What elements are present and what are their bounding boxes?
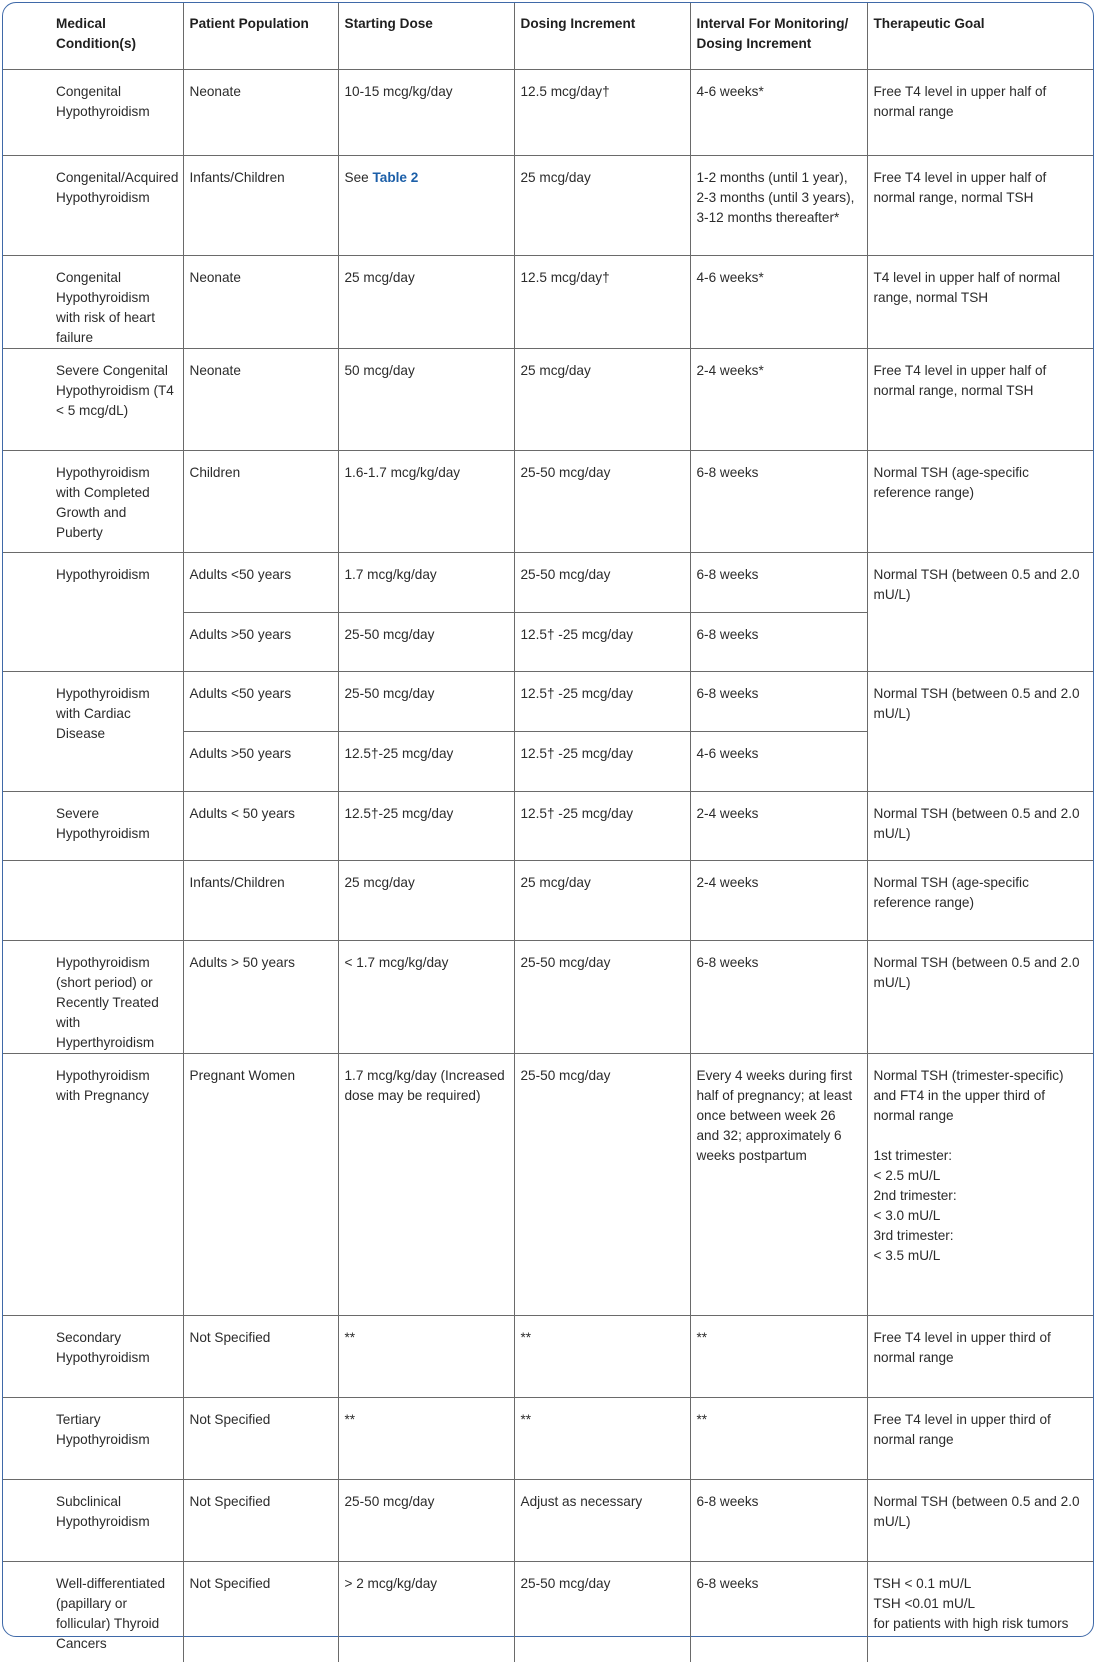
cell-interval: Every 4 weeks during first half of pregnancy; at least once between week 26 and 32; approximately 6 weeks postpartum [690,1053,867,1315]
cell-interval: 6-8 weeks [690,1479,867,1561]
cell-population: Not Specified [183,1479,338,1561]
cell-starting-dose: 12.5†-25 mcg/day [338,791,514,860]
cell-increment: 12.5† -25 mcg/day [514,791,690,860]
table-row [3,1561,1093,1662]
goal-line: for patients with high risk tumors [873,1615,1069,1631]
cell-starting-dose [338,155,514,255]
cell-interval: 6-8 weeks [690,552,867,612]
goal-trimester-2-value: < 3.0 mU/L [873,1207,941,1223]
cell-condition: Subclinical Hypothyroidism [3,1479,183,1561]
table-2-link[interactable]: Table 2 [372,169,419,185]
cell-population: Neonate [183,255,338,348]
cell-population: Not Specified [183,1315,338,1397]
cell-condition: Severe Congenital Hypothyroidism (T4 < 5 mcg/dL) [3,348,183,450]
cell-goal: Free T4 level in upper half of normal range, normal TSH [867,348,1093,450]
table-row [3,1053,1093,1315]
cell-starting-dose: 12.5†-25 mcg/day [338,731,514,791]
cell-condition: Hypothyroidism with Cardiac Disease [3,671,183,791]
cell-increment: 25-50 mcg/day [514,450,690,552]
cell-condition: Tertiary Hypothyroidism [3,1397,183,1479]
cell-increment: 12.5† -25 mcg/day [514,612,690,671]
table-row [3,1315,1093,1397]
cell-population: Adults < 50 years [183,791,338,860]
cell-goal: Normal TSH (between 0.5 and 2.0 mU/L) [867,671,1093,791]
cell-starting-dose: 25-50 mcg/day [338,612,514,671]
cell-increment: 25 mcg/day [514,348,690,450]
dosing-table-frame [2,2,1094,1651]
goal-line: TSH < 0.1 mU/L [873,1575,972,1591]
goal-summary: Normal TSH (trimester-specific) and FT4 in the upper third of normal range [873,1067,1064,1123]
cell-condition: Hypothyroidism with Pregnancy [3,1053,183,1315]
cell-interval: 4-6 weeks* [690,69,867,155]
cell-starting-dose: < 1.7 mcg/kg/day [338,940,514,1053]
cell-starting-dose: 1.6-1.7 mcg/kg/day [338,450,514,552]
goal-trimester-2: 2nd trimester: [873,1187,957,1203]
cell-goal: Free T4 level in upper half of normal range, normal TSH [867,155,1093,255]
table-row [3,940,1093,1053]
goal-trimester-1-value: < 2.5 mU/L [873,1167,941,1183]
cell-population: Adults >50 years [183,612,338,671]
table-row [3,348,1093,450]
cell-population: Not Specified [183,1561,338,1662]
cell-goal: T4 level in upper half of normal range, normal TSH [867,255,1093,348]
cell-condition: Well-differentiated (papillary or follicular) Thyroid Cancers [3,1561,183,1662]
cell-increment: 25-50 mcg/day [514,1561,690,1662]
cell-population: Adults >50 years [183,731,338,791]
cell-population: Infants/Children [183,155,338,255]
cell-condition: Hypothyroidism with Completed Growth and Puberty [3,450,183,552]
cell-starting-dose: > 2 mcg/kg/day [338,1561,514,1662]
cell-interval: 2-4 weeks [690,860,867,940]
cell-interval: 6-8 weeks [690,612,867,671]
table-row [3,1479,1093,1561]
goal-trimester-1: 1st trimester: [873,1147,953,1163]
cell-population: Neonate [183,348,338,450]
cell-interval: 4-6 weeks* [690,255,867,348]
cell-population: Adults <50 years [183,671,338,731]
cell-condition: Hypothyroidism (short period) or Recently Treated with Hyperthyroidism [3,940,183,1053]
table-row [3,1397,1093,1479]
cell-increment: 25-50 mcg/day [514,552,690,612]
cell-increment: 12.5 mcg/day† [514,255,690,348]
cell-goal: Normal TSH (between 0.5 and 2.0 mU/L) [867,940,1093,1053]
cell-increment: 25 mcg/day [514,155,690,255]
table-row [3,791,1093,860]
header-population: Patient Population [183,3,338,69]
cell-goal [867,1053,1093,1315]
cell-interval: 2-4 weeks [690,791,867,860]
header-starting-dose: Starting Dose [338,3,514,69]
table-row [3,255,1093,348]
cell-starting-dose: 1.7 mcg/kg/day [338,552,514,612]
table-row [3,69,1093,155]
cell-condition: Congenital Hypothyroidism [3,69,183,155]
cell-increment: Adjust as necessary [514,1479,690,1561]
header-interval: Interval For Monitoring/ Dosing Increment [690,3,867,69]
cell-starting-dose: 10-15 mcg/kg/day [338,69,514,155]
cell-condition: Secondary Hypothyroidism [3,1315,183,1397]
cell-increment: 25-50 mcg/day [514,1053,690,1315]
cell-condition: Congenital Hypothyroidism with risk of heart failure [3,255,183,348]
cell-condition: Congenital/Acquired Hypothyroidism [3,155,183,255]
cell-increment: 25 mcg/day [514,860,690,940]
table-row [3,450,1093,552]
cell-interval: 6-8 weeks [690,671,867,731]
cell-population: Adults <50 years [183,552,338,612]
table-row [3,671,1093,731]
cell-population: Neonate [183,69,338,155]
cell-interval: ** [690,1397,867,1479]
header-goal: Therapeutic Goal [867,3,1093,69]
cell-goal: Free T4 level in upper half of normal range [867,69,1093,155]
cell-increment: 25-50 mcg/day [514,940,690,1053]
cell-goal: Normal TSH (age-specific reference range) [867,860,1093,940]
cell-starting-dose: 50 mcg/day [338,348,514,450]
cell-starting-dose: 25 mcg/day [338,255,514,348]
cell-interval: 1-2 months (until 1 year), 2-3 months (until 3 years), 3-12 months thereafter* [690,155,867,255]
table-row [3,155,1093,255]
cell-population: Pregnant Women [183,1053,338,1315]
cell-interval: 6-8 weeks [690,450,867,552]
cell-condition: Severe Hypothyroidism [3,791,183,860]
cell-increment: 12.5† -25 mcg/day [514,731,690,791]
cell-starting-dose: 25-50 mcg/day [338,671,514,731]
cell-starting-dose: 1.7 mcg/kg/day (Increased dose may be required) [338,1053,514,1315]
cell-goal: Normal TSH (between 0.5 and 2.0 mU/L) [867,1479,1093,1561]
cell-population: Children [183,450,338,552]
cell-goal: Free T4 level in upper third of normal range [867,1315,1093,1397]
cell-population: Infants/Children [183,860,338,940]
header-increment: Dosing Increment [514,3,690,69]
cell-increment: ** [514,1315,690,1397]
cell-increment: 12.5 mcg/day† [514,69,690,155]
cell-condition [3,860,183,940]
table-row [3,552,1093,612]
goal-trimester-3-value: < 3.5 mU/L [873,1247,941,1263]
cell-interval: 4-6 weeks [690,731,867,791]
cell-interval: 2-4 weeks* [690,348,867,450]
goal-line: TSH <0.01 mU/L [873,1595,976,1611]
table-row [3,860,1093,940]
cell-condition: Hypothyroidism [3,552,183,671]
cell-goal: Normal TSH (between 0.5 and 2.0 mU/L) [867,791,1093,860]
cell-population: Not Specified [183,1397,338,1479]
cell-population: Adults > 50 years [183,940,338,1053]
cell-starting-dose: ** [338,1397,514,1479]
cell-goal: Free T4 level in upper third of normal range [867,1397,1093,1479]
cell-increment: 12.5† -25 mcg/day [514,671,690,731]
cell-increment: ** [514,1397,690,1479]
dosing-table [3,3,1093,1662]
cell-starting-dose: 25-50 mcg/day [338,1479,514,1561]
cell-starting-dose: ** [338,1315,514,1397]
cell-interval: 6-8 weeks [690,940,867,1053]
table-header-row [3,3,1093,69]
goal-trimester-3: 3rd trimester: [873,1227,954,1243]
header-condition: Medical Condition(s) [3,3,183,69]
dose-prefix: See [344,169,373,185]
cell-goal: Normal TSH (age-specific reference range) [867,450,1093,552]
cell-goal: Normal TSH (between 0.5 and 2.0 mU/L) [867,552,1093,671]
cell-goal [867,1561,1093,1662]
cell-interval: 6-8 weeks [690,1561,867,1662]
goal-spacer [874,1126,1088,1146]
cell-starting-dose: 25 mcg/day [338,860,514,940]
cell-interval: ** [690,1315,867,1397]
